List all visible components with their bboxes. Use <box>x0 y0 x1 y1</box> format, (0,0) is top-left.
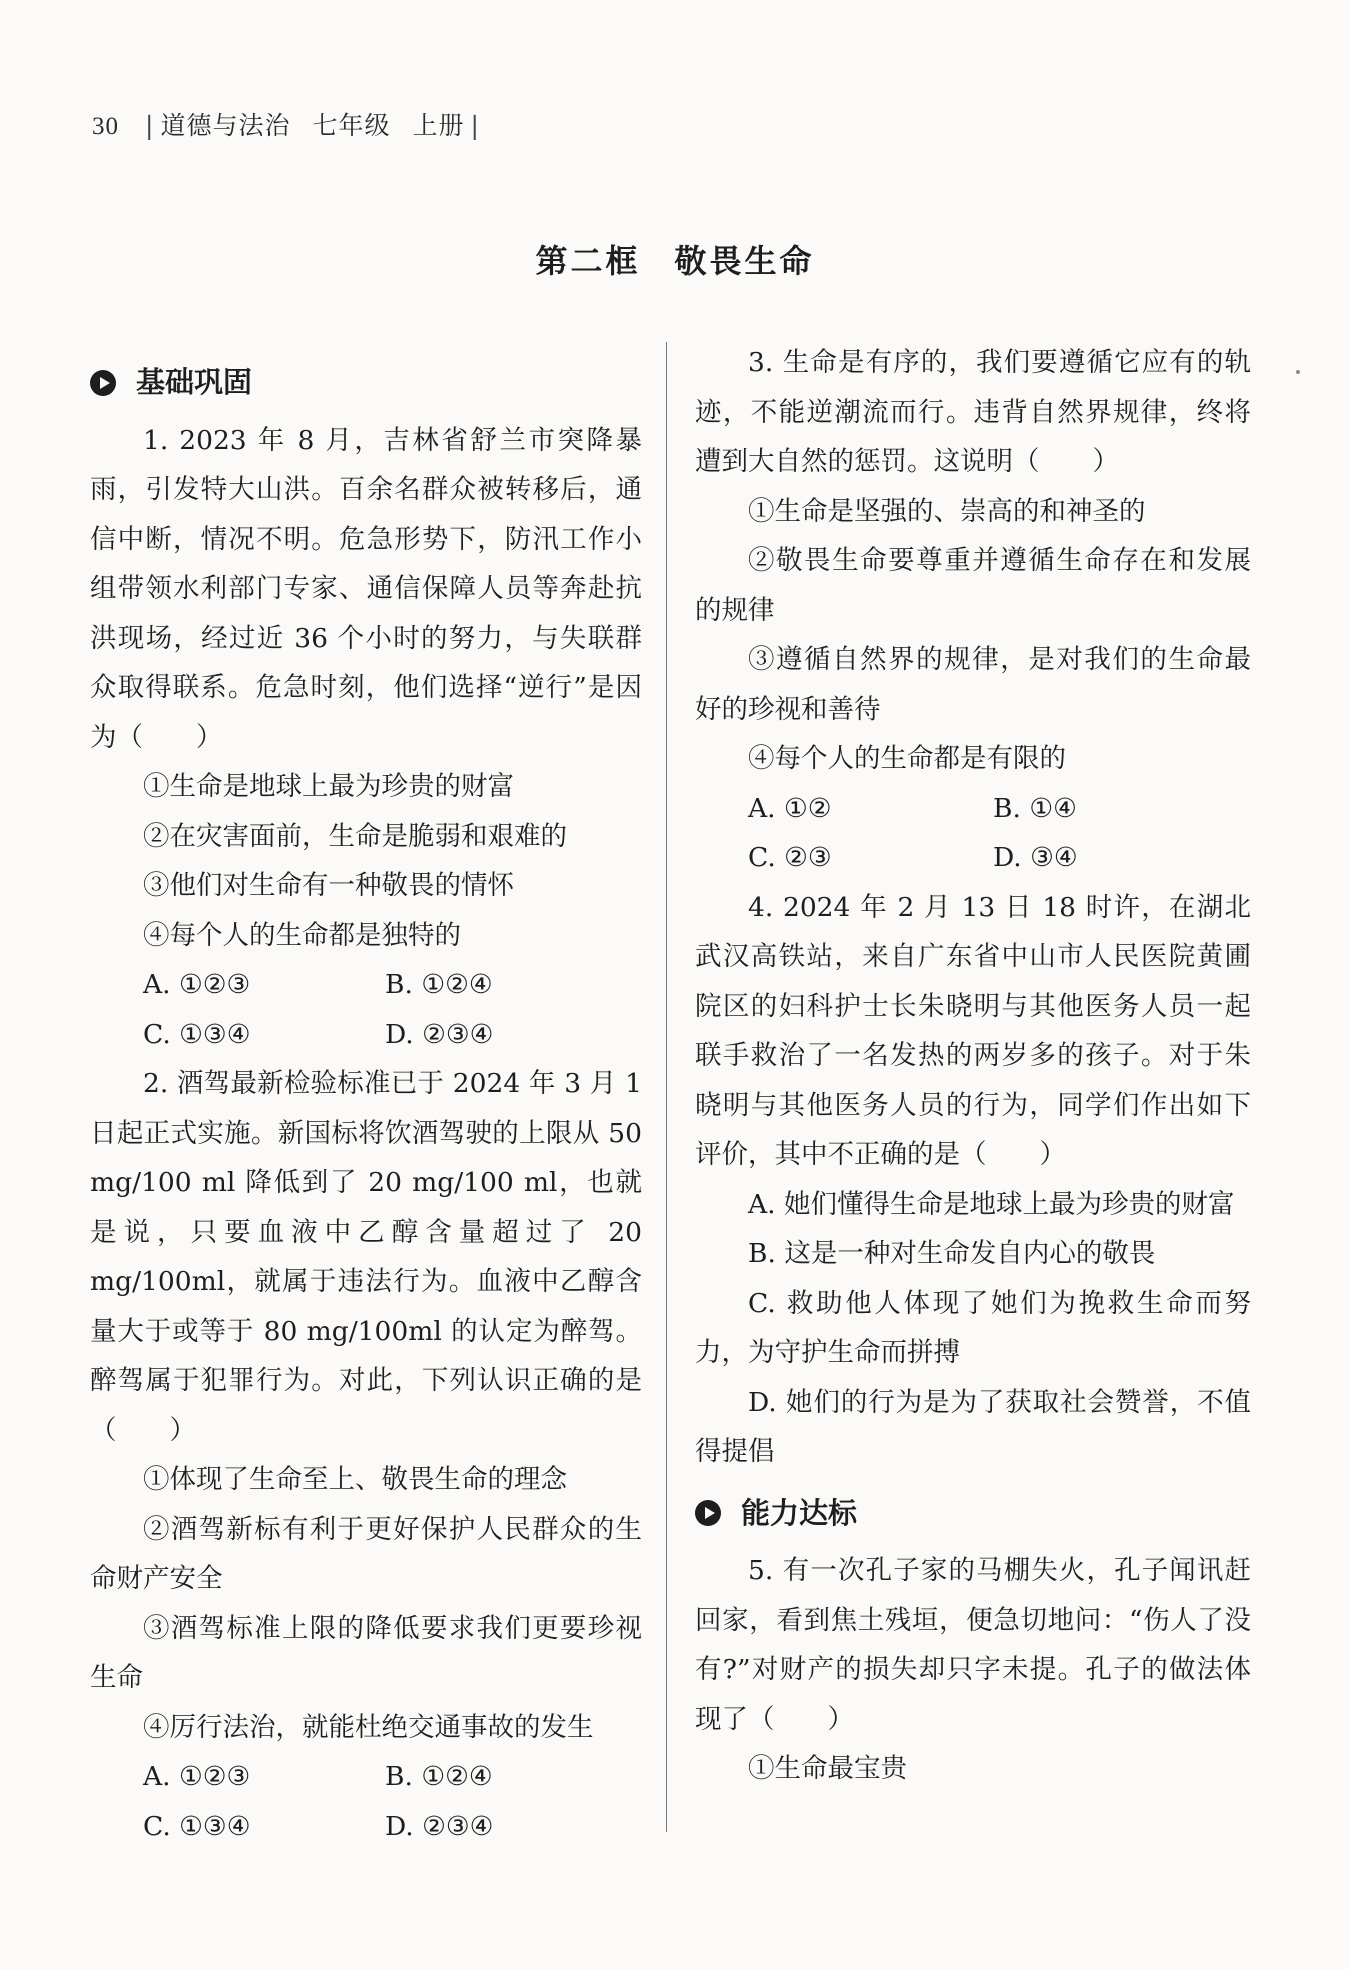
q4-option-b: B. 这是一种对生命发自内心的敬畏 <box>748 1238 1156 1269</box>
right-column <box>695 338 1251 1794</box>
q2-item-4: ④厉行法治，就能杜绝交通事故的发生 <box>143 1711 594 1743</box>
q4-option-a: A. 她们懂得生命是地球上最为珍贵的财富 <box>748 1188 1235 1220</box>
q2-item-2: ②酒驾新标有利于更好保护人民群众的生命财产安全 <box>90 1513 642 1594</box>
q3-item-4: ④每个人的生命都是有限的 <box>748 743 1066 774</box>
page-title <box>0 236 1350 282</box>
play-icon <box>90 370 116 396</box>
section-title: 能力达标 <box>741 1495 858 1530</box>
left-column <box>90 358 642 1851</box>
q3-item-2: ②敬畏生命要尊重并遵循生命存在和发展的规律 <box>695 545 1251 626</box>
question-4-stem: 4. 2024 年 2 月 13 日 18 时许，在湖北武汉高铁站，来自广东省中山市人民医院黄圃院区的妇科护士长朱晓明与其他医务人员一起联手救治了一名发热的两岁多的孩子。对于朱晓明与其他医务人员的行为，同学们作出如下评价，其中不正确的是（ ） <box>695 891 1251 1170</box>
question-5-stem: 5. 有一次孔子家的马棚失火，孔子闻讯赶回家，看到焦土残垣，便急切地问：“伤人了没有?”对财产的损失却只字未提。孔子的做法体现了（ ） <box>695 1555 1251 1735</box>
volume: 上册 <box>412 111 465 140</box>
q3-choice-d: D. ③④ <box>993 842 1078 873</box>
q4-option-c: C. 救助他人体现了她们为挽救生命而努力，为守护生命而拼搏 <box>695 1287 1251 1368</box>
column-divider <box>666 342 667 1832</box>
q2-choice-c: C. ①③④ <box>143 1810 251 1842</box>
book-title: 道德与法治 <box>160 111 291 140</box>
q3-choice-c: C. ②③ <box>748 842 832 873</box>
q3-choices-row-1 <box>695 784 1251 834</box>
grade: 七年级 <box>312 111 391 140</box>
q2-choices-row-1 <box>90 1752 642 1802</box>
q3-item-3: ③遵循自然界的规律，是对我们的生命最好的珍视和善待 <box>695 644 1251 725</box>
q1-choice-b: B. ①②④ <box>385 969 493 1000</box>
page-number: 30 <box>92 113 119 140</box>
section-title: 基础巩固 <box>136 365 253 399</box>
q3-item-1: ①生命是坚强的、崇高的和神圣的 <box>748 495 1146 527</box>
q2-choice-b: B. ①②④ <box>385 1761 493 1792</box>
q2-item-1: ①体现了生命至上、敬畏生命的理念 <box>143 1464 567 1495</box>
play-icon <box>695 1500 721 1526</box>
speck <box>1296 370 1300 374</box>
section-heading-ability <box>695 1489 1251 1539</box>
q1-item-3: ③他们对生命有一种敬畏的情怀 <box>143 870 514 901</box>
section-heading-basic <box>90 358 642 408</box>
q2-item-3: ③酒驾标准上限的降低要求我们更要珍视生命 <box>90 1612 642 1693</box>
q1-choices-row-1 <box>90 960 642 1010</box>
question-2-stem: 2. 酒驾最新检验标准已于 2024 年 3 月 1 日起正式实施。新国标将饮酒驾驶的上限从 50 mg/100 ml 降低到了 20 mg/100 ml，也就是说，只要血液中乙醇含量超过了 20 mg/100ml，就属于违法行为。血液中乙醇含量大于或等于 80 mg/100ml 的认定为醉驾。醉驾属于犯罪行为。对此，下列认识正确的是（ ） <box>90 1068 642 1446</box>
q1-choices-row-2 <box>90 1010 642 1060</box>
q2-choice-d: D. ②③④ <box>385 1810 494 1842</box>
q1-item-1: ①生命是地球上最为珍贵的财富 <box>143 771 514 802</box>
q3-choice-b: B. ①④ <box>993 792 1077 824</box>
q3-choices-row-2 <box>695 833 1251 883</box>
q5-item-1: ①生命最宝贵 <box>748 1753 907 1784</box>
question-1-stem: 1. 2023 年 8 月，吉林省舒兰市突降暴雨，引发特大山洪。百余名群众被转移后，通信中断，情况不明。危急形势下，防汛工作小组带领水利部门专家、通信保障人员等奔赴抗洪现场，经过近 36 个小时的努力，与失联群众取得联系。危急时刻，他们选择“逆行”是因为（ ） <box>90 424 642 753</box>
q1-item-4: ④每个人的生命都是独特的 <box>143 919 461 951</box>
title-part2: 敬畏生命 <box>674 242 815 280</box>
q1-choice-a: A. ①②③ <box>143 969 251 1000</box>
question-3-stem: 3. 生命是有序的，我们要遵循它应有的轨迹，不能逆潮流而行。违背自然界规律，终将遭到大自然的惩罚。这说明（ ） <box>695 347 1251 477</box>
q2-choice-a: A. ①②③ <box>143 1761 251 1792</box>
q1-item-2: ②在灾害面前，生命是脆弱和艰难的 <box>143 820 567 852</box>
q2-choices-row-2 <box>90 1802 642 1852</box>
running-head: 30 | 道德与法治 七年级 上册 | <box>92 111 480 140</box>
q4-option-d: D. 她们的行为是为了获取社会赞誉，不值得提倡 <box>695 1386 1251 1467</box>
title-part1: 第二框 <box>535 242 641 280</box>
q1-choice-d: D. ②③④ <box>385 1018 494 1050</box>
q3-choice-a: A. ①② <box>748 792 832 824</box>
q1-choice-c: C. ①③④ <box>143 1018 251 1050</box>
